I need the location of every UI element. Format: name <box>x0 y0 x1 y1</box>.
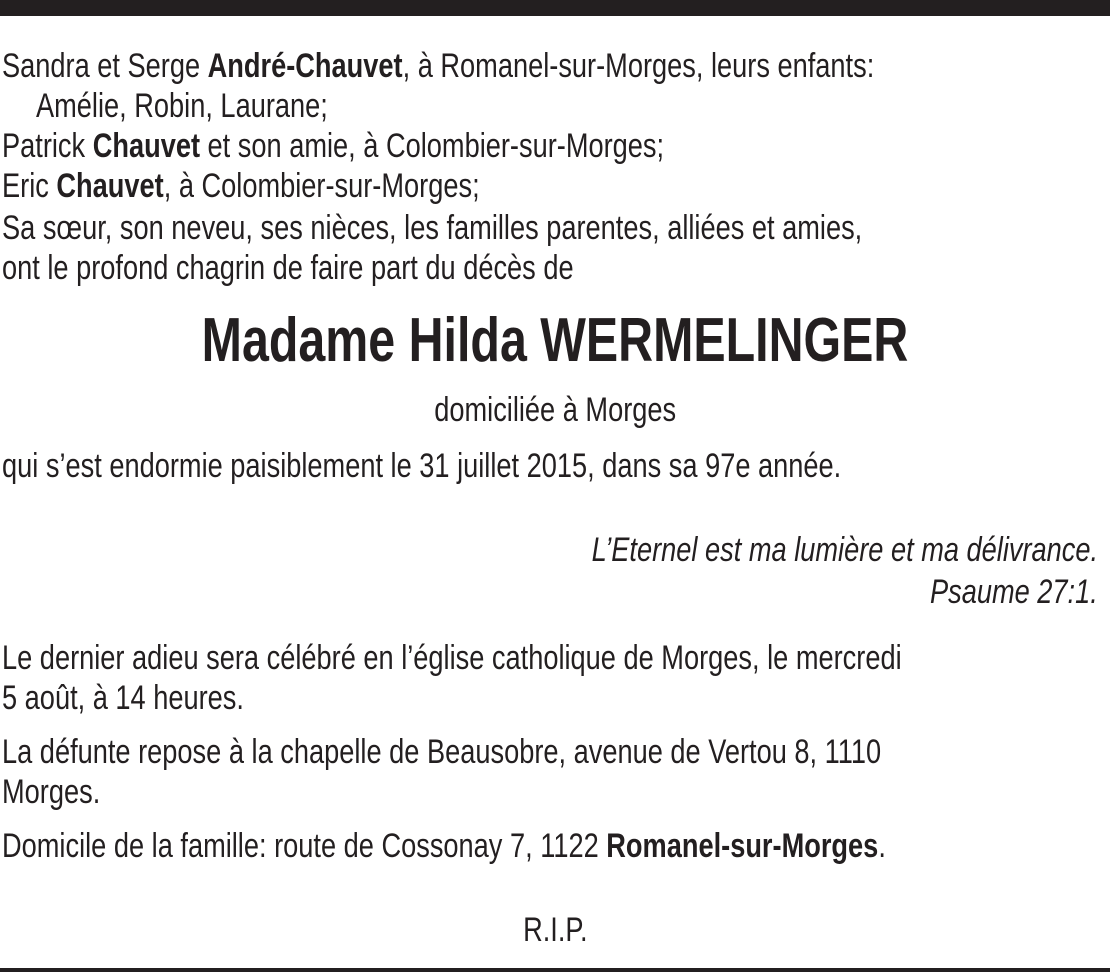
ceremony-line-1: Le dernier adieu sera célébré en l’église catholique de Morges, le mercredi <box>2 639 902 677</box>
family-line-text: , à Romanel-sur-Morges, leurs enfants: <box>402 47 875 85</box>
closing <box>0 910 1110 950</box>
family-line-2 <box>36 86 328 126</box>
family-surname: André-Chauvet <box>207 47 403 85</box>
family-home <box>2 826 886 866</box>
family-line-1 <box>2 46 874 86</box>
family-surname: Chauvet <box>92 127 200 165</box>
relatives-text: Sa sœur, son neveu, ses nièces, les familles parentes, alliées et amies, <box>2 209 863 247</box>
children-names: Amélie, Robin, Laurane; <box>36 87 328 125</box>
quote-text: L’Eternel est ma lumière et ma délivrance. <box>591 531 1098 569</box>
family-line-text: Eric <box>2 167 57 205</box>
family-line-5 <box>2 208 862 248</box>
family-line-6 <box>2 248 574 288</box>
family-line-text: Sandra et Serge <box>2 47 208 85</box>
family-home-town: Romanel-sur-Morges <box>606 827 879 865</box>
bottom-rule <box>0 968 1110 972</box>
rest-place-line-1: La défunte repose à la chapelle de Beausobre, avenue de Vertou 8, 1110 <box>2 733 882 771</box>
family-home-address: Domicile de la famille: route de Cossonay 7, 1122 <box>2 827 607 865</box>
rest-place-line-2: Morges. <box>2 773 101 811</box>
residence-text: domiciliée à Morges <box>434 391 676 429</box>
family-surname: Chauvet <box>56 167 164 205</box>
residence <box>0 390 1110 430</box>
family-line-text: et son amie, à Colombier-sur-Morges; <box>200 127 665 165</box>
ceremony-line-2: 5 août, à 14 heures. <box>2 679 244 717</box>
deceased-name <box>0 306 1110 376</box>
quote-reference: Psaume 27:1. <box>930 573 1098 611</box>
family-line-3 <box>2 126 664 166</box>
family-home-punct: . <box>878 827 886 865</box>
death-statement: qui s’est endormie paisiblement le 31 juillet 2015, dans sa 97e année. <box>2 447 842 485</box>
family-line-text: , à Colombier-sur-Morges; <box>163 167 480 205</box>
deceased-name-text: Madame Hilda WERMELINGER <box>201 306 909 375</box>
family-line-text: Patrick <box>2 127 93 165</box>
family-line-4 <box>2 166 480 206</box>
top-rule <box>0 0 1110 16</box>
announcement-text: ont le profond chagrin de faire part du décès de <box>2 249 574 287</box>
closing-text: R.I.P. <box>522 911 588 949</box>
